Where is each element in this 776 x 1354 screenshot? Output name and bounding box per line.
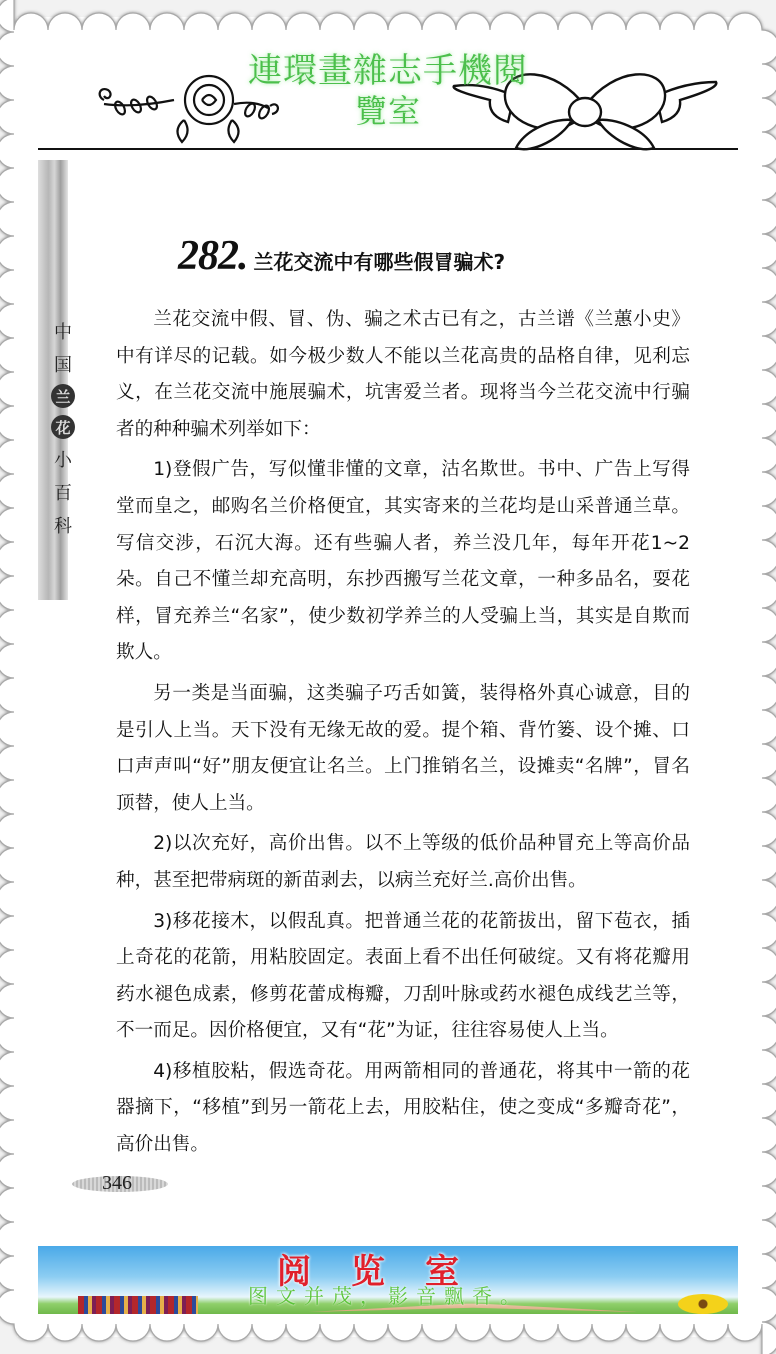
paragraph: 1)登假广告，写似懂非懂的文章，沽名欺世。书中、广告上写得堂而皇之，邮购名兰价格便宜，其实寄来的兰花均是山采普通兰草。写信交涉，石沉大海。还有些骗人者，养兰没几年，每年开花1~2朵。自己不懂兰却充高明，东抄西搬写兰花文章，一种多品名，耍花样，冒充养兰“名家”，使少数初学养兰的人受骗上当，其实是自欺而欺人。: [116, 459, 690, 664]
header-divider: [38, 148, 738, 150]
spine-char-circled: 兰: [51, 384, 75, 408]
paragraph: 另一类是当面骗，这类骗子巧舌如簧，装得格外真心诚意，目的是引人上当。天下没有无缘无故的爱。提个箱、背竹篓、设个摊、口口声声叫“好”朋友便宜让名兰。上门推销名兰，设摊卖“名牌”，冒名顶替，使人上当。: [116, 682, 690, 814]
question-title: 兰花交流中有哪些假冒骗术?: [253, 250, 506, 274]
magazine-title-line1: 連環畫雜志手機閱: [248, 51, 528, 91]
spine-char: 百: [54, 483, 72, 504]
header-panel: [38, 40, 738, 148]
magazine-title-line2: 覽室: [354, 92, 421, 130]
spine-char: 科: [54, 516, 72, 537]
spine-char: 国: [54, 355, 72, 376]
spine-char: 中: [54, 322, 72, 343]
question-heading: [178, 232, 505, 280]
page-number: 346: [102, 1172, 132, 1194]
magazine-title: [38, 50, 738, 130]
paragraph: 3)移花接木，以假乱真。把普通兰花的花箭拔出，留下苞衣，插上奇花的花箭，用粘胶固定。表面上看不出任何破绽。又有将花瓣用药水褪色成素，修剪花蕾成梅瓣，刀刮叶脉或药水褪色成线艺兰等，不一而足。因价格便宜，又有“花”为证，往往容易使人上当。: [116, 910, 690, 1042]
spine-char: 小: [54, 450, 72, 471]
paragraph: 4)移植胶粘，假选奇花。用两箭相同的普通花，将其中一箭的花器摘下，“移植”到另一箭花上去，用胶粘住，使之变成“多瓣奇花”，高价出售。: [116, 1060, 690, 1156]
question-number: 282.: [178, 233, 248, 279]
paragraph: 2)以次充好，高价出售。以不上等级的低价品种冒充上等高价品种，甚至把带病斑的新苗剥去，以病兰充好兰.高价出售。: [116, 833, 690, 891]
spine-char-circled: 花: [51, 415, 75, 439]
banner-subtitle: 图文并茂，影音飘香。: [248, 1284, 528, 1308]
article-body: [116, 302, 690, 1168]
spine-label: [50, 318, 76, 538]
page-number-badge: [72, 1170, 172, 1200]
paragraph: 兰花交流中假、冒、伪、骗之术古已有之，古兰谱《兰蕙小史》中有详尽的记载。如今极少数人不能以兰花高贵的品格自律，见利忘义，在兰花交流中施展骗术，坑害爱兰者。现将当今兰花交流中行骗者的种种骗术列举如下：: [116, 309, 690, 440]
reading-room-banner[interactable]: [38, 1246, 738, 1314]
banner-title: 阅览室: [277, 1252, 499, 1292]
